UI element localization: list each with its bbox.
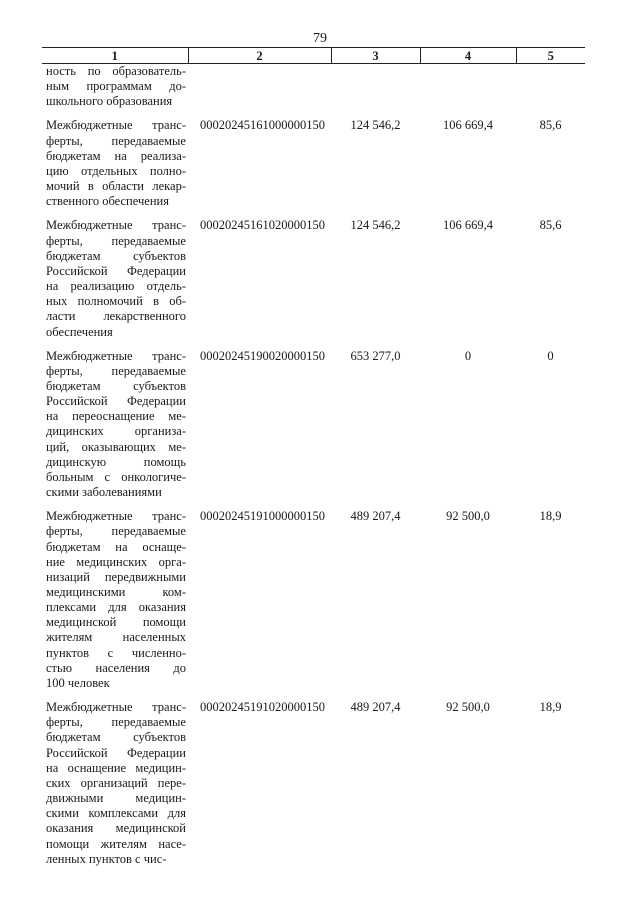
column-header-5: 5 (516, 48, 585, 64)
description-line: пунктов с численно- (46, 645, 186, 660)
description-line: дицинских организа- (46, 424, 186, 439)
description-line: больным с онкологиче- (46, 469, 186, 484)
page-number: 79 (313, 31, 327, 46)
column-header-4: 4 (420, 48, 516, 64)
budget-code-cell: 00020245190020000150 (200, 348, 325, 363)
description-line: мочий в области лекар- (46, 179, 186, 194)
description-line: оказания медицинской (46, 821, 186, 836)
table-row (42, 500, 585, 691)
description-line: Межбюджетные транс- (46, 218, 186, 233)
description-line: ферты, передаваемые (46, 715, 186, 730)
description-line: ских организаций пере- (46, 775, 186, 790)
description-line: бюджетам субъектов (46, 730, 186, 745)
planned-amount-cell: 653 277,0 (350, 348, 401, 363)
budget-code-cell: 00020245191020000150 (200, 700, 325, 715)
executed-amount-cell: 92 500,0 (446, 509, 490, 524)
budget-code-cell: 00020245191000000150 (200, 509, 325, 524)
executed-amount-cell (420, 64, 516, 110)
row-description (42, 340, 188, 501)
column-header-2: 2 (188, 48, 331, 64)
execution-percent-cell: 18,9 (539, 509, 562, 524)
description-line: Российской Федерации (46, 745, 186, 760)
description-line: бюджетам на оснаще- (46, 539, 186, 554)
description-line: бюджетам на реализа- (46, 148, 186, 163)
description-line: плексами для оказания (46, 600, 186, 615)
table-row (42, 64, 585, 110)
executed-amount-cell: 106 669,4 (443, 218, 493, 233)
description-line: на реализацию отдель- (46, 279, 186, 294)
description-line: Межбюджетные транс- (46, 700, 186, 715)
budget-code-cell: 00020245161000000150 (200, 118, 325, 133)
description-line: Российской Федерации (46, 394, 186, 409)
description-line: Межбюджетные транс- (46, 118, 186, 133)
description-line: на переоснащение ме- (46, 409, 186, 424)
header-row (42, 48, 585, 64)
description-line: медицинскими ком- (46, 585, 186, 599)
description-line: ность по образователь- (46, 64, 186, 78)
execution-percent-cell: 85,6 (539, 118, 562, 133)
column-header-3: 3 (331, 48, 420, 64)
description-line: на оснащение медицин- (46, 760, 186, 775)
budget-table (42, 47, 585, 867)
description-line: ных полномочий в об- (46, 294, 186, 309)
description-line: школьного образования (46, 94, 173, 109)
table-row (42, 691, 585, 867)
description-line: помощи жителям насе- (46, 836, 186, 851)
description-line: низаций передвижными (46, 569, 186, 584)
description-line: ферты, передаваемые (46, 524, 186, 539)
execution-percent-cell: 0 (547, 348, 554, 363)
description-line: скими заболеваниями (46, 485, 162, 500)
description-line: Межбюджетные транс- (46, 509, 186, 524)
description-line: скими комплексами для (46, 806, 186, 821)
execution-percent-cell: 18,9 (539, 700, 562, 715)
description-line: жителям населенных (46, 630, 186, 645)
description-line: ние медицинских орга- (46, 554, 186, 569)
description-line: медицинской помощи (46, 615, 186, 630)
description-line: 100 человек (46, 675, 110, 690)
description-line: ферты, передаваемые (46, 133, 186, 148)
description-line: движными медицин- (46, 791, 186, 806)
executed-amount-cell: 106 669,4 (443, 118, 493, 133)
description-line: ций, оказывающих ме- (46, 439, 186, 454)
budget-code-cell: 00020245161020000150 (200, 218, 325, 233)
description-line: бюджетам субъектов (46, 248, 186, 263)
description-line: ным программам до- (46, 79, 186, 94)
executed-amount-cell: 92 500,0 (446, 700, 490, 715)
description-line: ферты, передаваемые (46, 233, 186, 248)
description-line: ферты, передаваемые (46, 363, 186, 378)
row-description (42, 500, 188, 691)
table-row (42, 209, 585, 339)
description-line: Межбюджетные транс- (46, 348, 186, 363)
description-line: ственного обеспечения (46, 194, 169, 209)
planned-amount-cell: 124 546,2 (350, 118, 401, 133)
table-row (42, 340, 585, 501)
execution-percent-cell: 85,6 (539, 218, 562, 233)
row-description (42, 109, 188, 209)
budget-code-cell (188, 64, 331, 110)
planned-amount-cell (331, 64, 420, 110)
planned-amount-cell: 489 207,4 (350, 509, 401, 524)
planned-amount-cell: 489 207,4 (350, 700, 401, 715)
description-line: бюджетам субъектов (46, 378, 186, 393)
description-line: Российской Федерации (46, 263, 186, 278)
row-description (42, 691, 188, 867)
table-body (42, 64, 585, 867)
description-line: ласти лекарственного (46, 309, 186, 324)
execution-percent-cell (516, 64, 585, 110)
description-line: обеспечения (46, 324, 113, 339)
row-description (42, 209, 188, 339)
description-line: дицинскую помощь (46, 454, 186, 469)
column-header-1: 1 (42, 48, 188, 64)
planned-amount-cell: 124 546,2 (350, 218, 401, 233)
executed-amount-cell: 0 (464, 348, 472, 363)
description-line: стью населения до (46, 660, 186, 675)
row-description (42, 64, 188, 110)
table-row (42, 109, 585, 209)
description-line: цию отдельных полно- (46, 163, 186, 178)
description-line: ленных пунктов с чис- (46, 851, 167, 866)
